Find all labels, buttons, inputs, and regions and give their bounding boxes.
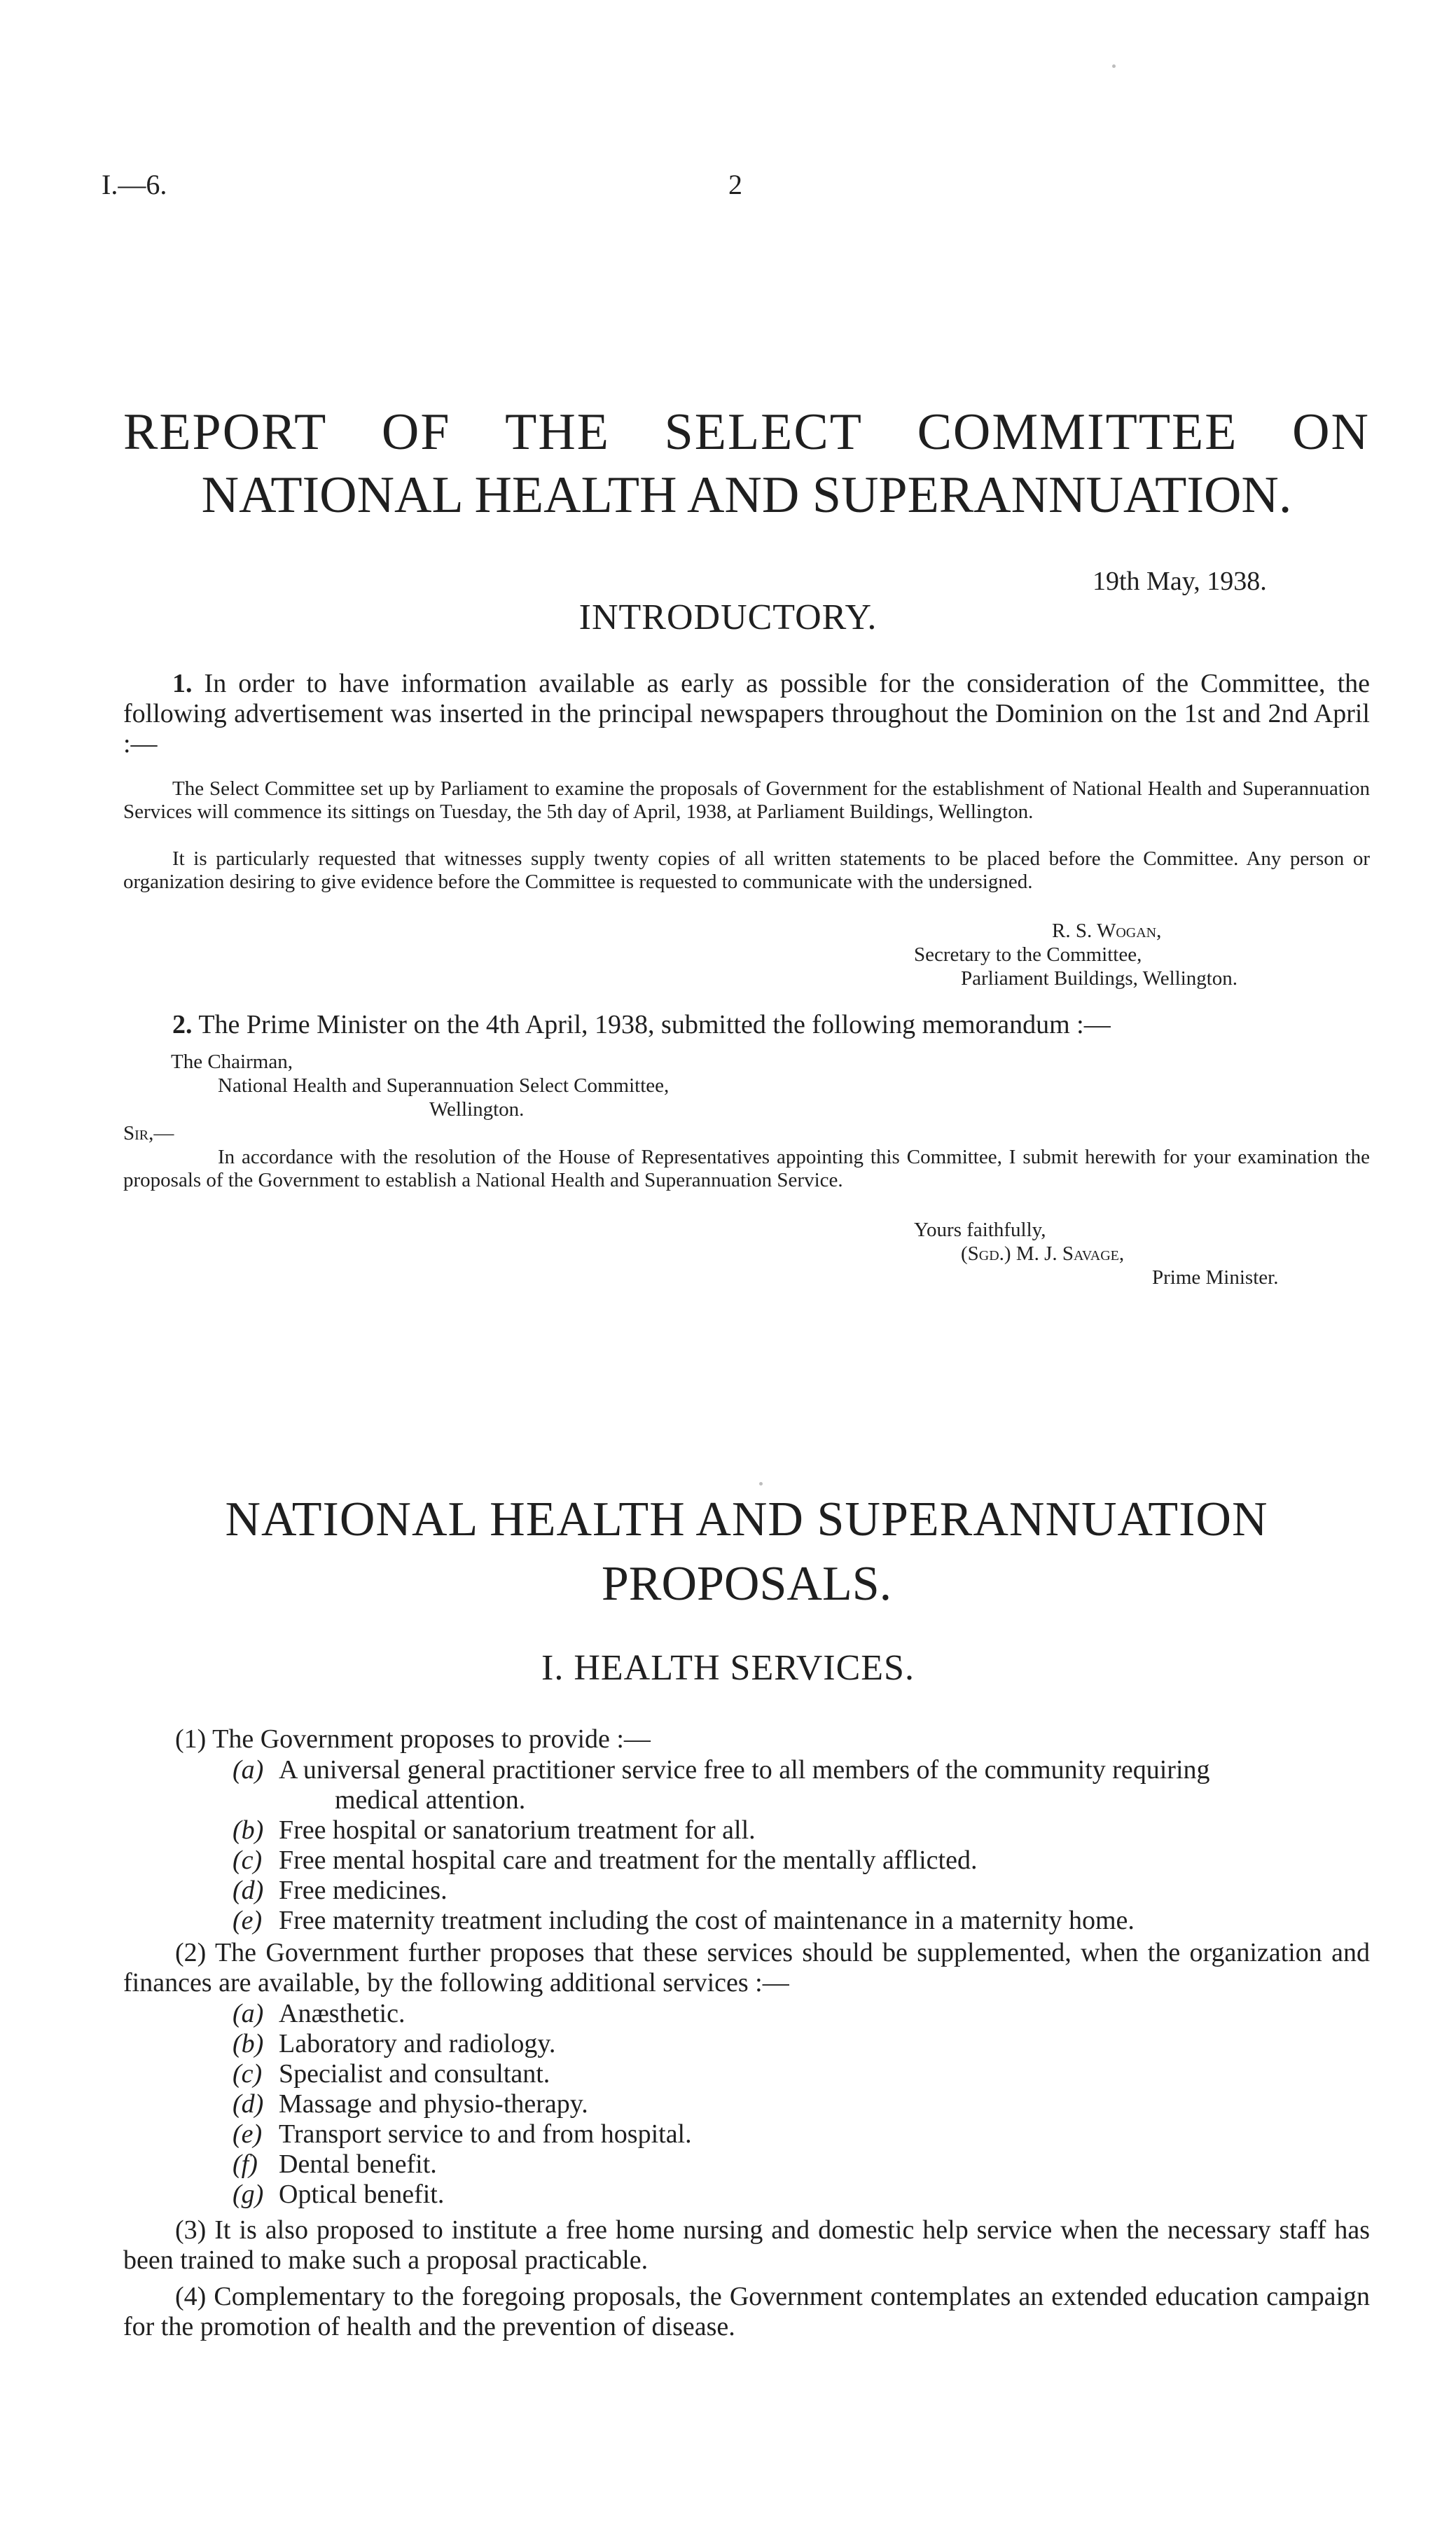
paragraph-text: (2) The Government further proposes that these services should be supplemented, when the organization and finances are available, by the following additional services :— — [123, 1938, 1370, 1997]
list-item-label: (a) — [233, 1999, 264, 2028]
health-paragraph-4 — [123, 2282, 1370, 2342]
page-number: 2 — [728, 169, 742, 200]
list-item — [233, 2119, 692, 2149]
list-item — [233, 1815, 756, 1846]
health-paragraph-3 — [123, 2215, 1370, 2276]
paragraph-text: (4) Complementary to the foregoing proposals, the Government contemplates an extended education campaign for the promotion of health and the prevention of disease. — [123, 2282, 1370, 2341]
memo-body-text: In accordance with the resolution of the House of Representatives appointing this Committee, I submit herewith for your examination the proposals of the Government to establish a National Health and Superannuation Service. — [123, 1146, 1370, 1191]
advertisement-paragraph-2 — [123, 847, 1370, 894]
paragraph-text: (3) It is also proposed to institute a free home nursing and domestic help service when the necessary staff has been trained to make such a proposal practicable. — [123, 2215, 1370, 2275]
introductory-heading: INTRODUCTORY. — [578, 597, 878, 637]
health-paragraph-2-intro — [123, 1938, 1370, 1998]
title-word: REPORT — [123, 403, 328, 461]
memo-addressee: Wellington. — [429, 1098, 525, 1121]
list-item-text: Free mental hospital care and treatment for the mentally afflicted. — [279, 1846, 978, 1875]
title-word: COMMITTEE — [917, 403, 1238, 461]
list-item-text: Anæsthetic. — [279, 1999, 405, 2028]
paragraph-1 — [123, 669, 1370, 759]
memo-closing: Yours faithfully, — [914, 1219, 1046, 1241]
list-item-text: Free hospital or sanatorium treatment for all. — [279, 1815, 756, 1845]
list-item-label: (f) — [233, 2149, 258, 2179]
list-item-label: (g) — [233, 2180, 264, 2209]
list-item-label: (e) — [233, 1906, 263, 1935]
list-item — [233, 1876, 448, 1906]
report-title-line1 — [123, 403, 1370, 461]
list-item-continuation: medical attention. — [335, 1785, 526, 1815]
list-item-label: (a) — [233, 1755, 264, 1785]
advertisement-paragraph-1 — [123, 777, 1370, 824]
paragraph-text: The Prime Minister on the 4th April, 1938, submitted the following memorandum :— — [198, 1010, 1111, 1039]
list-item — [233, 2180, 444, 2210]
paragraph-number: 2. — [172, 1010, 193, 1039]
memo-salutation: Sir,— — [123, 1122, 174, 1144]
list-item — [233, 1906, 1135, 1936]
paragraph-number: 1. — [172, 669, 193, 698]
proposals-title-line1: NATIONAL HEALTH AND SUPERANNUATION — [225, 1493, 1268, 1546]
paragraph-text: In order to have information available as early as possible for the consideration of the Committee, the following advertisement was inserted in the principal newspapers throughout the Dominion on the 1st and 2nd April :— — [123, 669, 1370, 759]
secretary-address: Parliament Buildings, Wellington. — [961, 967, 1238, 990]
list-item — [233, 2089, 588, 2119]
report-title-line2: NATIONAL HEALTH AND SUPERANNUATION. — [201, 466, 1292, 524]
list-item — [233, 2059, 550, 2089]
list-item-text: Transport service to and from hospital. — [279, 2119, 692, 2149]
print-speck — [759, 1482, 763, 1486]
list-item-text: A universal general practitioner service free to all members of the community requiring — [279, 1755, 1210, 1785]
list-item-label: (c) — [233, 1846, 263, 1875]
memo-signer-title: Prime Minister. — [1152, 1266, 1279, 1289]
list-item — [233, 1999, 405, 2029]
proposals-title-line2: PROPOSALS. — [601, 1557, 892, 1611]
section-heading: I. HEALTH SERVICES. — [541, 1648, 915, 1688]
memo-signature: (Sgd.) M. J. Savage, — [961, 1242, 1125, 1265]
print-speck — [1112, 64, 1116, 68]
list-item-text: Free medicines. — [279, 1876, 448, 1905]
list-item-label: (e) — [233, 2119, 263, 2149]
list-item — [233, 2149, 437, 2180]
title-word: THE — [505, 403, 610, 461]
list-item-label: (c) — [233, 2059, 263, 2089]
list-item-text: Free maternity treatment including the cost of maintenance in a maternity home. — [279, 1906, 1135, 1935]
list-item-label: (d) — [233, 1876, 264, 1905]
title-word: SELECT — [664, 403, 863, 461]
secretary-title: Secretary to the Committee, — [914, 943, 1142, 966]
secretary-name: R. S. Wogan, — [1052, 920, 1162, 942]
memo-addressee: The Chairman, — [171, 1051, 293, 1073]
title-word: OF — [381, 403, 451, 461]
paragraph-2 — [123, 1010, 1370, 1040]
list-item — [233, 1846, 977, 1876]
memo-body — [123, 1146, 1370, 1192]
list-item-text: Massage and physio-therapy. — [279, 2089, 588, 2119]
list-item-text: Laboratory and radiology. — [279, 2029, 556, 2058]
title-word: ON — [1292, 403, 1370, 461]
memo-addressee: National Health and Superannuation Select Committee, — [218, 1074, 670, 1097]
health-paragraph-1-intro: (1) The Government proposes to provide :— — [175, 1724, 651, 1754]
list-item — [233, 2029, 555, 2059]
report-date: 19th May, 1938. — [1093, 567, 1267, 596]
list-item-label: (d) — [233, 2089, 264, 2119]
list-item — [233, 1755, 1370, 1785]
advertisement-text: It is particularly requested that witnesses supply twenty copies of all written statements to be placed before the Committee. Any person or organization desiring to give evidence before the Committee is requested to communicate with the undersigned. — [123, 847, 1370, 893]
list-item-text: Optical benefit. — [279, 2180, 445, 2209]
list-item-text: Dental benefit. — [279, 2149, 437, 2179]
list-item-text: Specialist and consultant. — [279, 2059, 550, 2089]
document-reference: I.—6. — [102, 169, 167, 200]
list-item-label: (b) — [233, 2029, 264, 2058]
list-item-label: (b) — [233, 1815, 264, 1845]
advertisement-text: The Select Committee set up by Parliament to examine the proposals of Government for the establishment of National Health and Superannuation Services will commence its sittings on Tuesday, the 5th day of April, 1938, at Parliament Buildings, Wellington. — [123, 777, 1370, 823]
